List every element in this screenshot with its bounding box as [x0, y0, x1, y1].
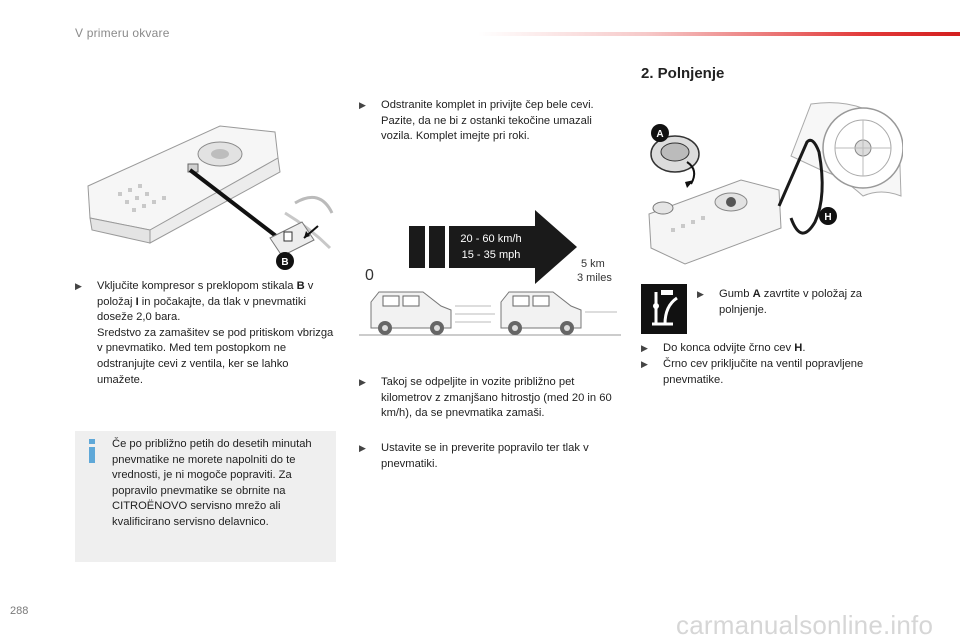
info-text: Če po približno petih do desetih minutah pnevmatike ne morete napolniti do te vrednosti, je ni mogoče popraviti. Za popravilo pnevmatike se obrnite na CITROËNOVO servisno mrežo ali kvalificirano servisno delavnico.	[112, 438, 312, 528]
bullet-icon: ▶	[641, 343, 648, 353]
step-stop-check	[359, 441, 621, 472]
step-switch-on	[75, 279, 337, 388]
info-box	[75, 431, 336, 562]
step-connect-text: Črno cev priključite na ventil popravljene pnevmatike.	[663, 358, 864, 386]
step-turn-knob	[697, 287, 897, 318]
step-drive	[359, 375, 621, 422]
step-unwind-hose	[641, 341, 903, 357]
step1-key-i: I	[135, 295, 139, 308]
step1-text-e: in počakajte, da tlak v pnevmatiki doseže 2,0 bara.	[97, 295, 306, 324]
distance-km-label: 5 km	[581, 258, 605, 270]
step-hose-text-a: Do konca odvijte črno cev	[663, 342, 795, 354]
speed-distance-illustration	[359, 206, 621, 338]
step-drive-text: Takoj se odpeljite in vozite približno pet kilometrov z zmanjšano hitrostjo (med 20 in 60 km/h), da se pnevmatika zamaši.	[381, 376, 612, 420]
bullet-icon: ▶	[697, 289, 704, 299]
step-hose-text-c: .	[802, 342, 806, 354]
bullet-icon: ▶	[75, 281, 82, 291]
compressor-switch-illustration	[80, 118, 336, 276]
step1-key-b: B	[296, 280, 305, 292]
speed-mph-label: 15 - 35 mph	[461, 249, 521, 261]
step1-text-c: v položaj	[97, 280, 314, 308]
inflation-pictogram-icon	[641, 284, 687, 334]
header-rule	[478, 32, 960, 36]
compressor-hose-illustration	[641, 96, 903, 268]
step-hose-key-h: H	[794, 342, 803, 354]
watermark: carmanualsonline.info	[676, 610, 934, 640]
step-knob-text-a: Gumb	[719, 288, 753, 300]
step-connect-hose	[641, 357, 903, 388]
page-header-title: V primeru okvare	[75, 26, 170, 40]
callout-h-label: H	[824, 212, 832, 223]
step-remove-kit-text: Odstranite komplet in privijte čep bele cevi. Pazite, da ne bi z ostanki tekočine umazali vozila. Komplet imejte pri roki.	[381, 99, 594, 143]
page-number: 288	[10, 605, 29, 617]
section-title-inflating: 2. Polnjenje	[641, 65, 725, 82]
callout-b-label: B	[281, 257, 289, 268]
bullet-icon: ▶	[359, 443, 366, 453]
step-stop-check-text: Ustavite se in preverite popravilo ter tlak v pnevmatiki.	[381, 442, 589, 470]
callout-a-label: A	[656, 129, 664, 140]
step-knob-key-a: A	[752, 288, 761, 300]
bullet-icon: ▶	[641, 359, 648, 369]
step-remove-kit	[359, 98, 621, 145]
step1-note: Sredstvo za zamašitev se pod pritiskom vbrizga v pnevmatiko. Med tem postopkom ne odstranjujte cevi z ventila, ker se lahko umažete.	[97, 326, 334, 386]
step1-text-a: Vključite kompresor s preklopom stikala	[97, 280, 297, 292]
info-icon	[87, 439, 97, 463]
distance-miles-label: 3 miles	[577, 272, 612, 284]
step-knob-text-c: zavrtite v položaj za polnjenje.	[719, 288, 863, 316]
distance-start-label: 0	[365, 267, 374, 284]
bullet-icon: ▶	[359, 100, 366, 110]
speed-kmh-label: 20 - 60 km/h	[460, 233, 522, 245]
bullet-icon: ▶	[359, 377, 366, 387]
